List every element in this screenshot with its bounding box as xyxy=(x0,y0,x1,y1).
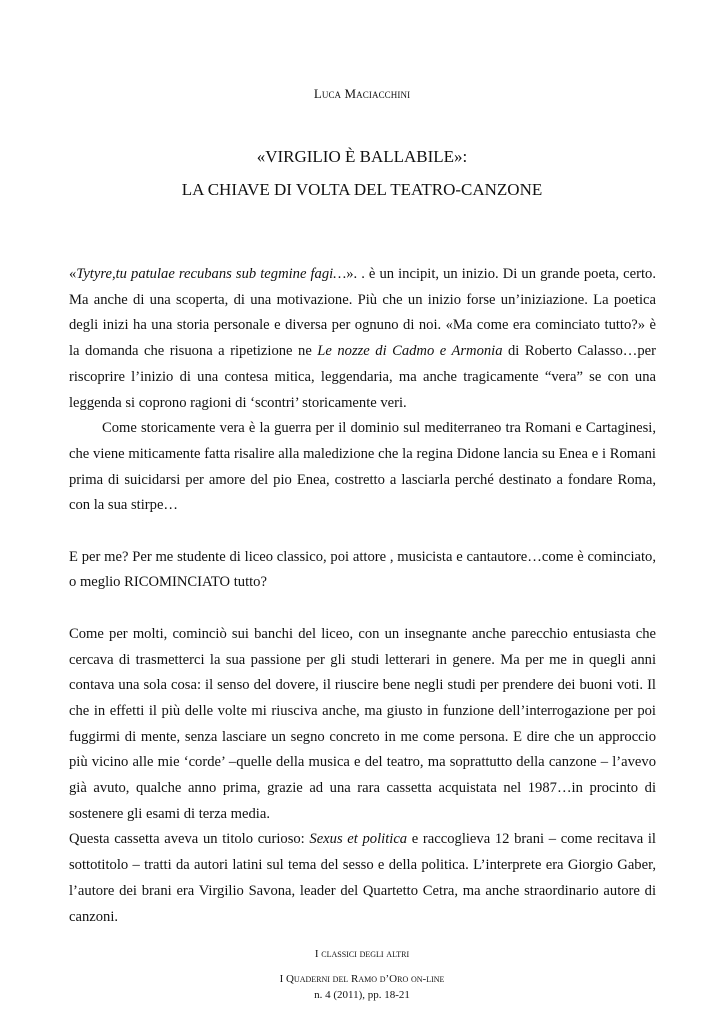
book-title: Le nozze di Cadmo e Armonia xyxy=(317,343,503,360)
paragraph-5-start: Questa cassetta aveva un titolo curioso: xyxy=(69,831,310,848)
paragraph-2: Come storicamente vera è la guerra per il dominio sul mediterraneo tra Romani e Cartaginesi, che viene miticamente fatta risalire alla maledizione che la regina Didone lancia su Enea e i Romani prima di suicidarsi per amore del pio Enea, costretto a lasciarla perché destinato a fondare Roma, con la sua stirpe… xyxy=(69,420,656,514)
paragraph-3: E per me? Per me studente di liceo classico, poi attore , musicista e cantautore…come è cominciato, o meglio RICOMINCIATO tutto? xyxy=(69,548,656,591)
paragraph-5 xyxy=(69,827,656,930)
cassette-title: Sexus et politica xyxy=(309,831,408,848)
footer-issue: n. 4 (2011), pp. 18-21 xyxy=(314,989,410,1001)
article-title-line-2: LA CHIAVE DI VOLTA DEL TEATRO-CANZONE xyxy=(181,180,543,199)
paragraph-5-end: e raccoglieva 12 brani – come recitava il sottotitolo – tratti da autori latini sul tema del sesso e della politica. L’interprete era Giorgio Gaber, l’autore dei brani era Virgilio Savona, leader del Quartetto Cetra, ma anche straordinario autore di canzoni. xyxy=(69,831,656,925)
footer-series: I classici degli altri xyxy=(314,948,410,960)
article-body xyxy=(69,262,656,930)
paragraph-1-end: di Roberto Calasso…per riscoprire l’inizio di una contesa mitica, leggendaria, ma anche tragicamente “vera” se con una leggenda si coprono ragioni di ‘scontri’ storicamente veri. xyxy=(69,343,656,411)
article-title-line-1: «VIRGILIO È BALLABILE»: xyxy=(256,147,468,166)
author-name: Luca Maciacchini xyxy=(313,86,411,101)
latin-incipit: Tytyre,tu patulae recubans sub tegmine fagi… xyxy=(76,266,347,282)
quote-open: « xyxy=(69,266,77,282)
footer-journal: I Quaderni del Ramo d’Oro on-line xyxy=(279,973,445,985)
paragraph-1 xyxy=(69,262,656,416)
paragraph-1-text: ». . è un incipit, un inizio. Di un grande poeta, certo. Ma anche di una scoperta, di una motivazione. Più che un inizio forse un’iniziazione. La poetica degli inizi ha una storia personale e diversa per ognuno di noi. «Ma come era cominciato tutto?» è la domanda che risuona a ripetizione ne xyxy=(69,266,656,360)
paragraph-4: Come per molti, cominciò sui banchi del liceo, con un insegnante anche parecchio entusiasta che cercava di trasmetterci la sua passione per gli studi letterari in genere. Ma per me in quegli anni contava una sola cosa: il senso del dovere, il riuscire bene negli studi per prendere dei buoni voti. Il che in effetti il più delle volte mi riusciva anche, ma giusto in funzione dell’interrogazione per poi fuggirmi di mente, senza lasciare un segno concreto in me come persona. E dire che un approccio più vicino alle mie ‘corde’ –quelle della musica e del teatro, ma soprattutto della canzone – l’avevo già avuto, qualche anno prima, grazie ad una rara cassetta acquistata nel 1987…in procinto di sostenere gli esami di terza media. xyxy=(69,625,656,822)
